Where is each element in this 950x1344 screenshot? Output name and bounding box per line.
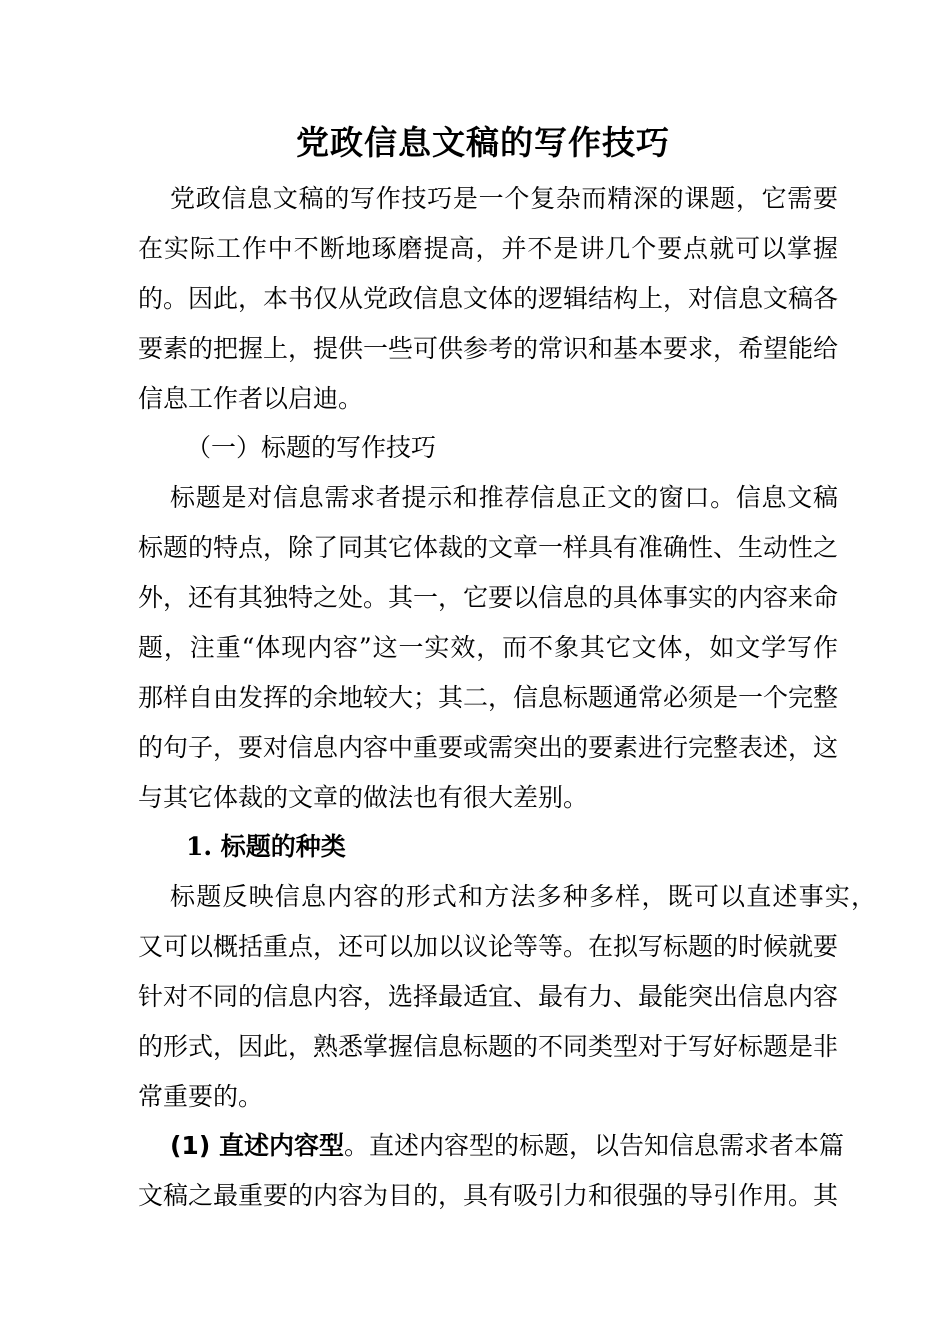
intro-line-1: 党政信息文稿的写作技巧是一个复杂而精深的课题，它需要 [170, 184, 838, 213]
subsection1-line-2: 又可以概括重点，还可以加以议论等等。在拟写标题的时候就要 [138, 932, 839, 961]
subsection1-line-1: 标题反映信息内容的形式和方法多种多样，既可以直述事实， [170, 882, 876, 911]
intro-line-5: 信息工作者以启迪。 [138, 384, 364, 413]
subsection1-line-3: 针对不同的信息内容，选择最适宜、最有力、最能突出信息内容 [138, 982, 839, 1011]
intro-line-2: 在实际工作中不断地琢磨提高，并不是讲几个要点就可以掌握 [138, 234, 838, 263]
intro-line-3: 的。因此，本书仅从党政信息文体的逻辑结构上，对信息文稿各 [138, 284, 839, 313]
section1-line-6: 的句子，要对信息内容中重要或需突出的要素进行完整表述，这 [138, 733, 839, 762]
intro-line-4: 要素的把握上，提供一些可供参考的常识和基本要求，希望能给 [138, 334, 839, 363]
subsection1-line-5: 常重要的。 [138, 1082, 264, 1111]
type1-line-1 [170, 1121, 844, 1171]
document-title: 党政信息文稿的写作技巧 [296, 123, 670, 162]
section-heading-title-techniques: （一）标题的写作技巧 [186, 433, 437, 462]
section1-line-1: 标题是对信息需求者提示和推荐信息正文的窗口。信息文稿 [170, 483, 838, 512]
subsection1-line-4: 的形式，因此，熟悉掌握信息标题的不同类型对于写好标题是非 [138, 1032, 839, 1061]
type1-label: (1) 直述内容型 [170, 1131, 344, 1160]
section1-line-3: 外，还有其独特之处。其一，它要以信息的具体事实的内容来命 [138, 583, 839, 612]
section1-line-4: 题，注重“体现内容”这一实效，而不象其它文体，如文学写作 [138, 633, 838, 662]
subsection-heading-title-types: 1. 标题的种类 [186, 832, 346, 861]
section1-line-7: 与其它体裁的文章的做法也有很大差别。 [138, 783, 589, 812]
section1-line-5: 那样自由发挥的余地较大；其二，信息标题通常必须是一个完整 [138, 683, 839, 712]
type1-text-first: 。直述内容型的标题，以告知信息需求者本篇 [343, 1131, 844, 1160]
type1-line-2: 文稿之最重要的内容为目的，具有吸引力和很强的导引作用。其 [138, 1181, 839, 1210]
section1-line-2: 标题的特点，除了同其它体裁的文章一样具有准确性、生动性之 [138, 533, 839, 562]
